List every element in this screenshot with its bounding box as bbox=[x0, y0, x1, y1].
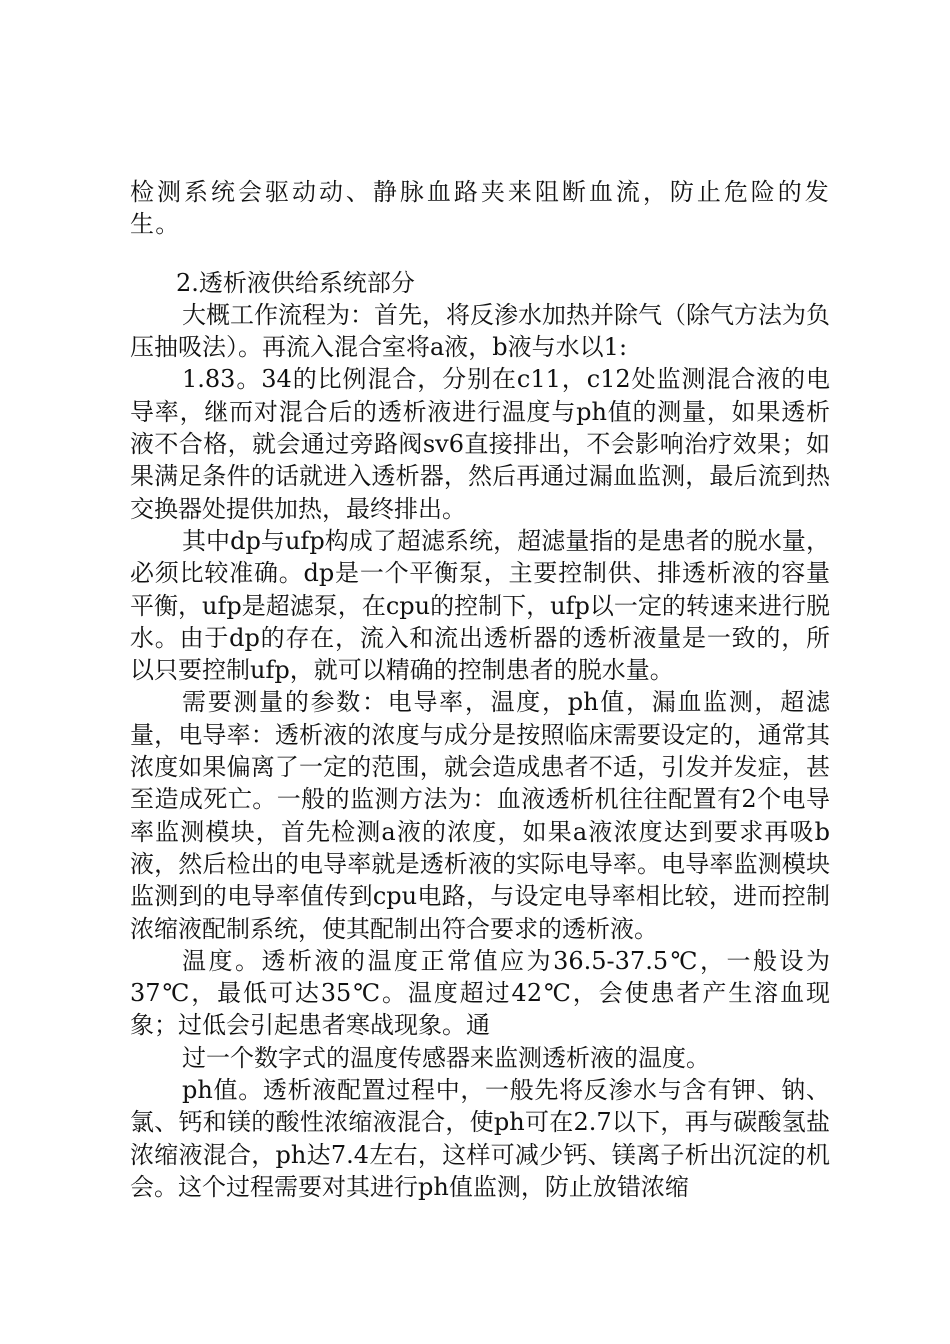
paragraph-temperature-sensor: 过一个数字式的温度传感器来监测透析液的温度。 bbox=[182, 1043, 710, 1072]
paragraph-ph: ph值。透析液配置过程中，一般先将反渗水与含有钾、钠、氯、钙和镁的酸性浓缩液混合，使ph可在2.7以下，再与碳酸氢盐浓缩液混合，ph达7.4左右，这样可减少钙、镁离子析出沉淀的机会。这个过程需要对其进行ph值监测，防止放错浓缩 bbox=[130, 1076, 830, 1201]
paragraph-ultrafiltration: 其中dp与ufp构成了超滤系统，超滤量指的是患者的脱水量，必须比较准确。dp是一个平衡泵，主要控制供、排透析液的容量平衡，ufp是超滤泵，在cpu的控制下，ufp以一定的转速来进行脱水。由于dp的存在，流入和流出透析器的透析液量是一致的，所以只要控制ufp，就可以精确的控制患者的脱水量。 bbox=[130, 526, 830, 685]
paragraph-parameters: 需要测量的参数：电导率，温度，ph值，漏血监测，超滤量，电导率：透析液的浓度与成分是按照临床需要设定的，通常其浓度如果偏离了一定的范围，就会造成患者不适，引发并发症，甚至造成死亡。一般的监测方法为：血液透析机往往配置有2个电导率监测模块，首先检测a液的浓度，如果a液浓度达到要求再吸b液，然后检出的电导率就是透析液的实际电导率。电导率监测模块监测到的电导率值传到cpu电路，与设定电导率相比较，进而控制浓缩液配制系统，使其配制出符合要求的透析液。 bbox=[130, 688, 830, 943]
paragraph-temperature: 温度。透析液的温度正常值应为36.5-37.5℃，一般设为37℃，最低可达35℃。温度超过42℃，会使患者产生溶血现象；过低会引起患者寒战现象。通 bbox=[130, 946, 830, 1040]
section-heading: 2.透析液供给系统部分 bbox=[176, 268, 415, 297]
document-body bbox=[130, 176, 830, 1203]
paragraph-mixing-ratio: 1.83。34的比例混合，分别在c11，c12处监测混合液的电导率，继而对混合后的透析液进行温度与ph值的测量，如果透析液不合格，就会通过旁路阀sv6直接排出，不会影响治疗效果；如果满足条件的话就进入透析器，然后再通过漏血监测，最后流到热交换器处提供加热，最终排出。 bbox=[130, 365, 830, 523]
paragraph-continuation: 检测系统会驱动动、静脉血路夹来阻断血流，防止危险的发生。 bbox=[130, 178, 830, 239]
paragraph-workflow: 大概工作流程为：首先，将反渗水加热并除气（除气方法为负压抽吸法）。再流入混合室将a液，b液与水以1: bbox=[130, 300, 830, 362]
